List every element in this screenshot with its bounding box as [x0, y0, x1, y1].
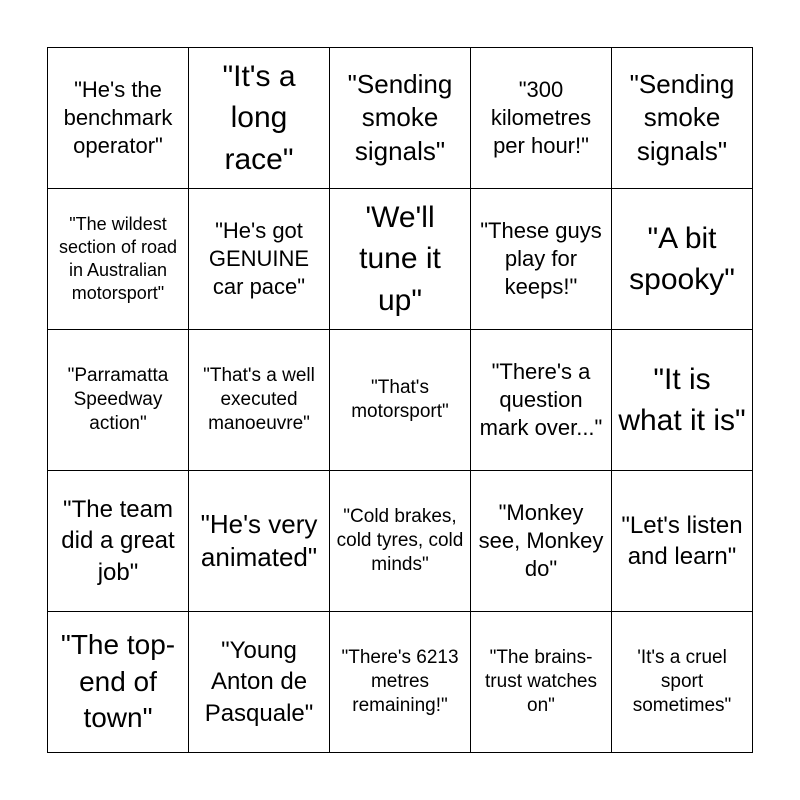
bingo-cell[interactable]	[330, 330, 471, 471]
cell-text: "There's 6213 metres remaining!"	[341, 646, 459, 717]
cell-text: 'It's a cruel sport sometimes"	[632, 646, 732, 717]
bingo-cell[interactable]	[612, 471, 753, 612]
cell-text: "The team did a great job"	[61, 496, 175, 586]
cell-text: "A bit spooky"	[629, 221, 735, 296]
bingo-cell[interactable]	[471, 330, 612, 471]
bingo-cell[interactable]	[189, 330, 330, 471]
cell-text: "Monkey see, Monkey do"	[478, 500, 604, 581]
bingo-cell[interactable]	[330, 48, 471, 189]
cell-text: "Parramatta Speedway action"	[67, 364, 169, 435]
cell-text: "He's very animated"	[200, 508, 318, 572]
cell-text: "It's a long race"	[222, 59, 296, 176]
bingo-cell[interactable]	[612, 189, 753, 330]
bingo-cell[interactable]	[189, 471, 330, 612]
bingo-cell[interactable]	[471, 471, 612, 612]
cell-text: "That's a well executed manoeuvre"	[203, 364, 315, 435]
cell-text: "Cold brakes, cold tyres, cold minds"	[336, 505, 464, 576]
cell-text: "It is what it is"	[618, 362, 746, 437]
cell-text: "Young Anton de Pasquale"	[204, 637, 314, 727]
bingo-board	[47, 47, 753, 753]
cell-text: 'We'll tune it up"	[359, 200, 441, 317]
cell-text: "There's a question mark over..."	[479, 359, 603, 440]
bingo-cell[interactable]	[48, 48, 189, 189]
bingo-cell[interactable]	[189, 612, 330, 753]
bingo-cell[interactable]	[471, 189, 612, 330]
bingo-cell[interactable]	[612, 48, 753, 189]
bingo-cell[interactable]	[330, 189, 471, 330]
cell-text: "That's motorsport"	[351, 376, 449, 422]
bingo-cell[interactable]	[330, 471, 471, 612]
bingo-cell[interactable]	[48, 189, 189, 330]
bingo-cell[interactable]	[612, 330, 753, 471]
bingo-cell[interactable]	[330, 612, 471, 753]
cell-text: "The brains-trust watches on"	[485, 646, 597, 717]
bingo-cell[interactable]	[189, 48, 330, 189]
bingo-cell[interactable]	[48, 612, 189, 753]
cell-text: "These guys play for keeps!"	[480, 218, 602, 299]
bingo-cell[interactable]	[48, 471, 189, 612]
cell-text: "The wildest section of road in Australian motorsport"	[58, 213, 178, 304]
bingo-cell[interactable]	[189, 189, 330, 330]
cell-text: "Sending smoke signals"	[347, 69, 453, 166]
bingo-cell[interactable]	[471, 48, 612, 189]
cell-text: "He's the benchmark operator"	[63, 77, 173, 158]
cell-text: "Sending smoke signals"	[629, 69, 735, 166]
cell-text: "300 kilometres per hour!"	[490, 77, 592, 158]
cell-text: "The top-end of town"	[60, 629, 176, 734]
cell-text: "He's got GENUINE car pace"	[208, 218, 310, 299]
cell-text: "Let's listen and learn"	[621, 511, 743, 570]
bingo-cell[interactable]	[48, 330, 189, 471]
bingo-cell[interactable]	[612, 612, 753, 753]
bingo-cell[interactable]	[471, 612, 612, 753]
